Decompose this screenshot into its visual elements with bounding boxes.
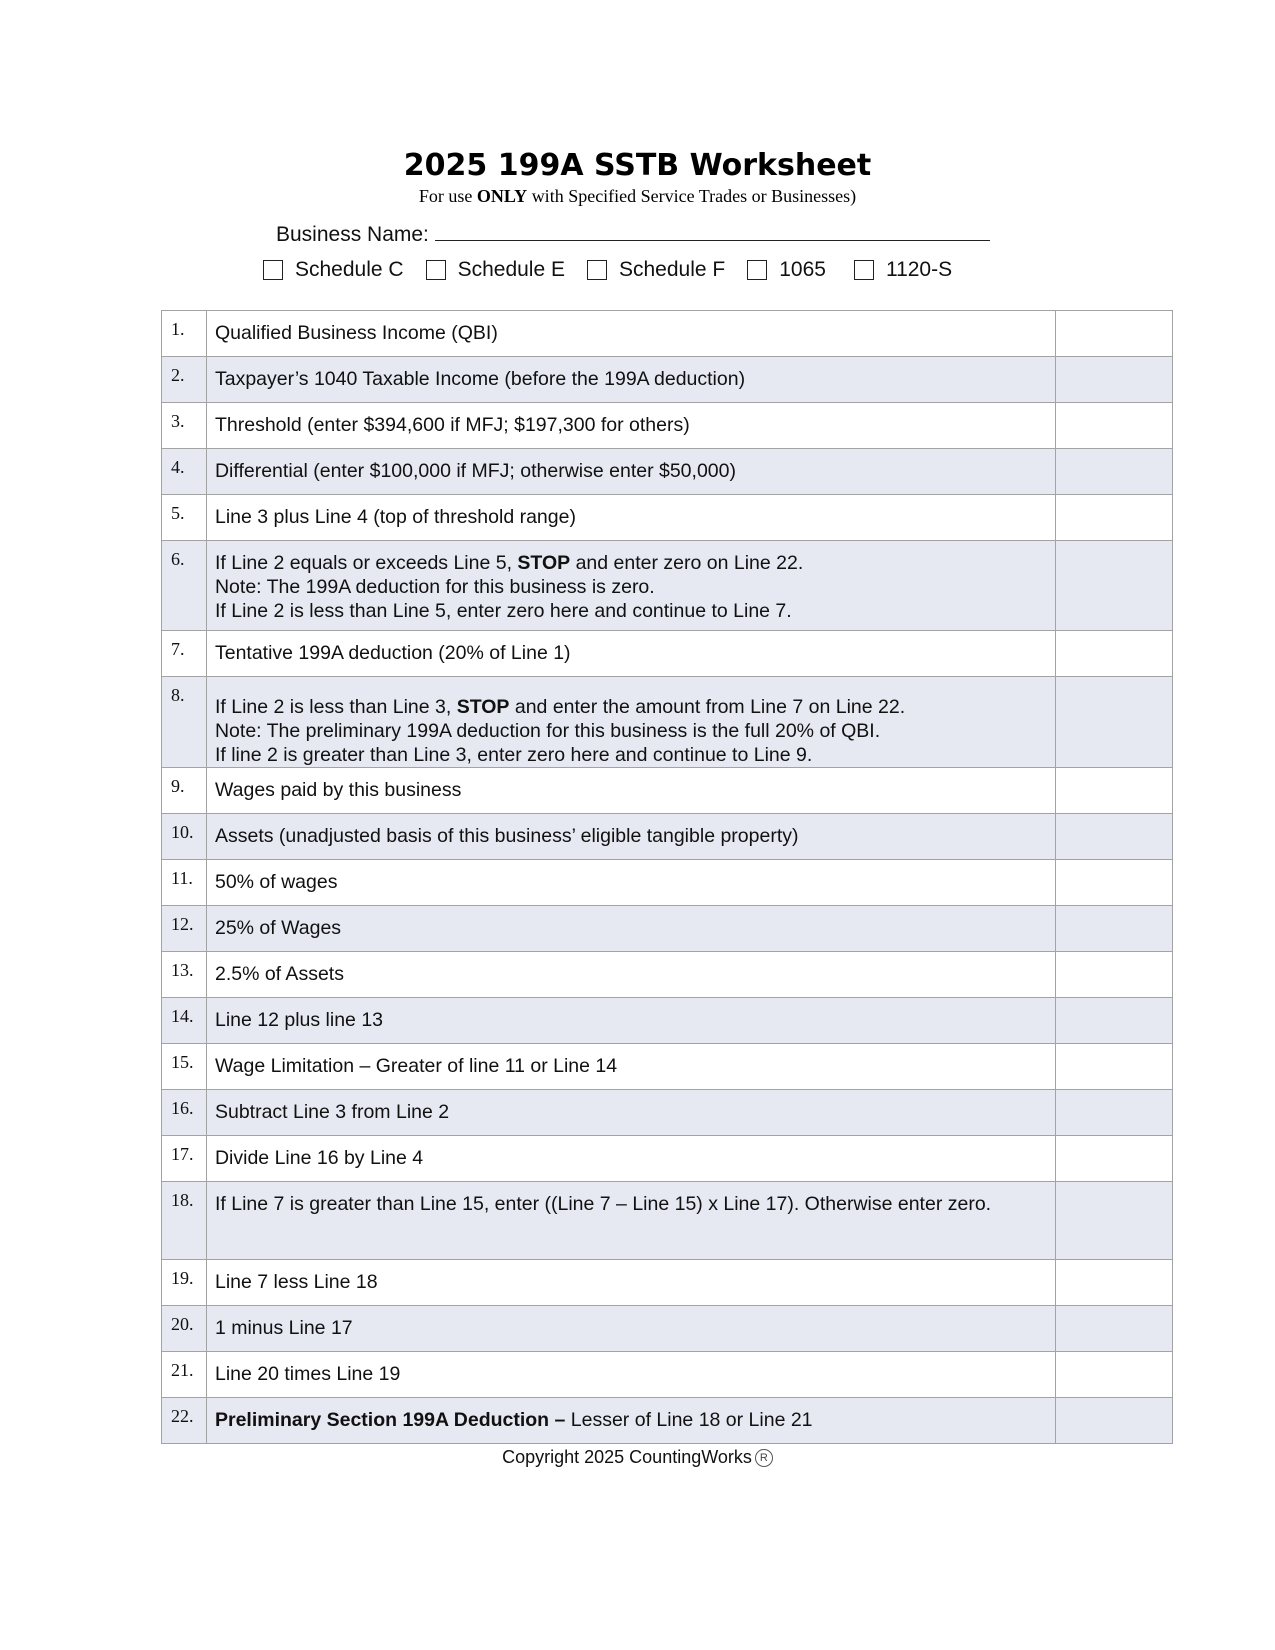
desc-note: Note: The preliminary 199A deduction for this business is the full 20% of QBI. [214, 720, 881, 742]
line-description: Assets (unadjusted basis of this business’ eligible tangible property) [206, 814, 1055, 860]
line-amount-field[interactable] [1056, 952, 1173, 998]
line-amount-field[interactable] [1056, 631, 1173, 677]
line-amount-field[interactable] [1056, 1182, 1173, 1260]
desc-text: If Line 2 equals or exceeds Line 5, [214, 552, 518, 574]
line-description: 50% of wages [206, 860, 1055, 906]
worksheet-table [161, 310, 1173, 1444]
stop-emphasis: STOP [456, 696, 510, 718]
business-name-row [276, 220, 990, 247]
table-row [162, 1352, 1173, 1398]
copyright-footer [0, 1447, 1275, 1468]
line-amount-field[interactable] [1056, 768, 1173, 814]
checkbox-schedule-e[interactable] [426, 258, 565, 282]
line-amount-field[interactable] [1056, 860, 1173, 906]
table-row [162, 311, 1173, 357]
checkbox-label: Schedule E [457, 258, 565, 281]
table-row [162, 357, 1173, 403]
line-description: Line 7 less Line 18 [206, 1260, 1055, 1306]
line-number: 10. [162, 814, 207, 860]
line-number: 6. [162, 541, 207, 631]
table-row [162, 952, 1173, 998]
line-amount-field[interactable] [1056, 998, 1173, 1044]
business-name-label: Business Name: [276, 223, 429, 246]
checkbox-1120s[interactable] [854, 258, 952, 282]
line-description: Line 12 plus line 13 [206, 998, 1055, 1044]
line-amount-field[interactable] [1056, 495, 1173, 541]
line-number: 20. [162, 1306, 207, 1352]
worksheet-title: 2025 199A SSTB Worksheet [403, 148, 872, 183]
table-row [162, 1398, 1173, 1444]
line-description: Qualified Business Income (QBI) [206, 311, 1055, 357]
line-description [206, 677, 1055, 768]
table-row [162, 906, 1173, 952]
entity-type-checkboxes [263, 258, 974, 282]
line-description: Differential (enter $100,000 if MFJ; otherwise enter $50,000) [206, 449, 1055, 495]
line-number: 14. [162, 998, 207, 1044]
line-description: Line 3 plus Line 4 (top of threshold range) [206, 495, 1055, 541]
desc-note: If line 2 is greater than Line 3, enter zero here and continue to Line 9. [214, 744, 813, 766]
line-description: Wage Limitation – Greater of line 11 or Line 14 [206, 1044, 1055, 1090]
subtitle-suffix: with Specified Service Trades or Businesses) [527, 186, 857, 206]
registered-trademark-icon: R [755, 1449, 773, 1467]
line-number: 22. [162, 1398, 207, 1444]
table-row [162, 449, 1173, 495]
business-name-field[interactable] [435, 220, 990, 241]
line-description: 1 minus Line 17 [206, 1306, 1055, 1352]
table-row [162, 495, 1173, 541]
line-description: Divide Line 16 by Line 4 [206, 1136, 1055, 1182]
line-number: 9. [162, 768, 207, 814]
line-number: 13. [162, 952, 207, 998]
line-amount-field[interactable] [1056, 1398, 1173, 1444]
line-amount-field[interactable] [1056, 311, 1173, 357]
line-number: 18. [162, 1182, 207, 1260]
line-number: 16. [162, 1090, 207, 1136]
checkbox-schedule-f[interactable] [587, 258, 725, 282]
line-number: 2. [162, 357, 207, 403]
checkbox-label: 1120-S [885, 258, 953, 281]
line-description: Subtract Line 3 from Line 2 [206, 1090, 1055, 1136]
desc-text: If Line 2 is less than Line 3, [214, 696, 457, 718]
line-description [206, 541, 1055, 631]
line-amount-field[interactable] [1056, 449, 1173, 495]
line-description: 25% of Wages [206, 906, 1055, 952]
desc-text: and enter zero on Line 22. [570, 552, 804, 574]
line-number: 5. [162, 495, 207, 541]
checkbox-schedule-c[interactable] [263, 258, 404, 282]
copyright-text: Copyright 2025 CountingWorks [502, 1447, 752, 1467]
desc-note: If Line 2 is less than Line 5, enter zero here and continue to Line 7. [214, 600, 792, 622]
table-row [162, 1090, 1173, 1136]
final-line-label: Preliminary Section 199A Deduction – [214, 1409, 566, 1431]
line-amount-field[interactable] [1056, 677, 1173, 768]
subtitle-prefix: For use [418, 186, 477, 206]
table-row [162, 677, 1173, 768]
line-amount-field[interactable] [1056, 906, 1173, 952]
table-row [162, 1044, 1173, 1090]
line-number: 8. [162, 677, 207, 768]
checkbox-icon[interactable] [587, 260, 607, 280]
line-number: 12. [162, 906, 207, 952]
checkbox-icon[interactable] [426, 260, 446, 280]
line-amount-field[interactable] [1056, 1090, 1173, 1136]
table-row [162, 860, 1173, 906]
checkbox-icon[interactable] [747, 260, 767, 280]
line-number: 3. [162, 403, 207, 449]
subtitle-emphasis: ONLY [476, 186, 528, 206]
line-description: 2.5% of Assets [206, 952, 1055, 998]
table-row [162, 403, 1173, 449]
checkbox-icon[interactable] [263, 260, 283, 280]
desc-note: Note: The 199A deduction for this business is zero. [214, 576, 655, 598]
checkbox-label: Schedule F [619, 258, 726, 281]
table-row [162, 1306, 1173, 1352]
stop-emphasis: STOP [517, 552, 571, 574]
line-number: 7. [162, 631, 207, 677]
line-amount-field[interactable] [1056, 1352, 1173, 1398]
line-amount-field[interactable] [1056, 1136, 1173, 1182]
line-number: 15. [162, 1044, 207, 1090]
checkbox-label: Schedule C [295, 258, 404, 281]
checkbox-icon[interactable] [854, 260, 874, 280]
line-number: 19. [162, 1260, 207, 1306]
table-row [162, 814, 1173, 860]
table-row [162, 541, 1173, 631]
checkbox-label: 1065 [779, 258, 826, 281]
line-description: Threshold (enter $394,600 if MFJ; $197,300 for others) [206, 403, 1055, 449]
line-amount-field[interactable] [1056, 1306, 1173, 1352]
line-number: 11. [162, 860, 207, 906]
line-description: Wages paid by this business [206, 768, 1055, 814]
checkbox-1065[interactable] [747, 258, 826, 282]
line-amount-field[interactable] [1056, 1260, 1173, 1306]
line-amount-field[interactable] [1056, 541, 1173, 631]
worksheet-subtitle [0, 186, 1275, 207]
table-row [162, 998, 1173, 1044]
table-row [162, 768, 1173, 814]
desc-text: and enter the amount from Line 7 on Line 22. [509, 696, 906, 718]
table-row [162, 1182, 1173, 1260]
line-amount-field[interactable] [1056, 403, 1173, 449]
line-description: If Line 7 is greater than Line 15, enter ((Line 7 – Line 15) x Line 17). Otherwise enter zero. [206, 1182, 1055, 1260]
line-amount-field[interactable] [1056, 357, 1173, 403]
line-number: 17. [162, 1136, 207, 1182]
line-description [206, 1398, 1055, 1444]
line-description: Line 20 times Line 19 [206, 1352, 1055, 1398]
table-row [162, 631, 1173, 677]
line-number: 4. [162, 449, 207, 495]
desc-text: Lesser of Line 18 or Line 21 [565, 1409, 813, 1431]
line-number: 1. [162, 311, 207, 357]
line-amount-field[interactable] [1056, 814, 1173, 860]
line-description: Taxpayer’s 1040 Taxable Income (before the 199A deduction) [206, 357, 1055, 403]
line-number: 21. [162, 1352, 207, 1398]
table-row [162, 1260, 1173, 1306]
table-row [162, 1136, 1173, 1182]
line-description: Tentative 199A deduction (20% of Line 1) [206, 631, 1055, 677]
line-amount-field[interactable] [1056, 1044, 1173, 1090]
